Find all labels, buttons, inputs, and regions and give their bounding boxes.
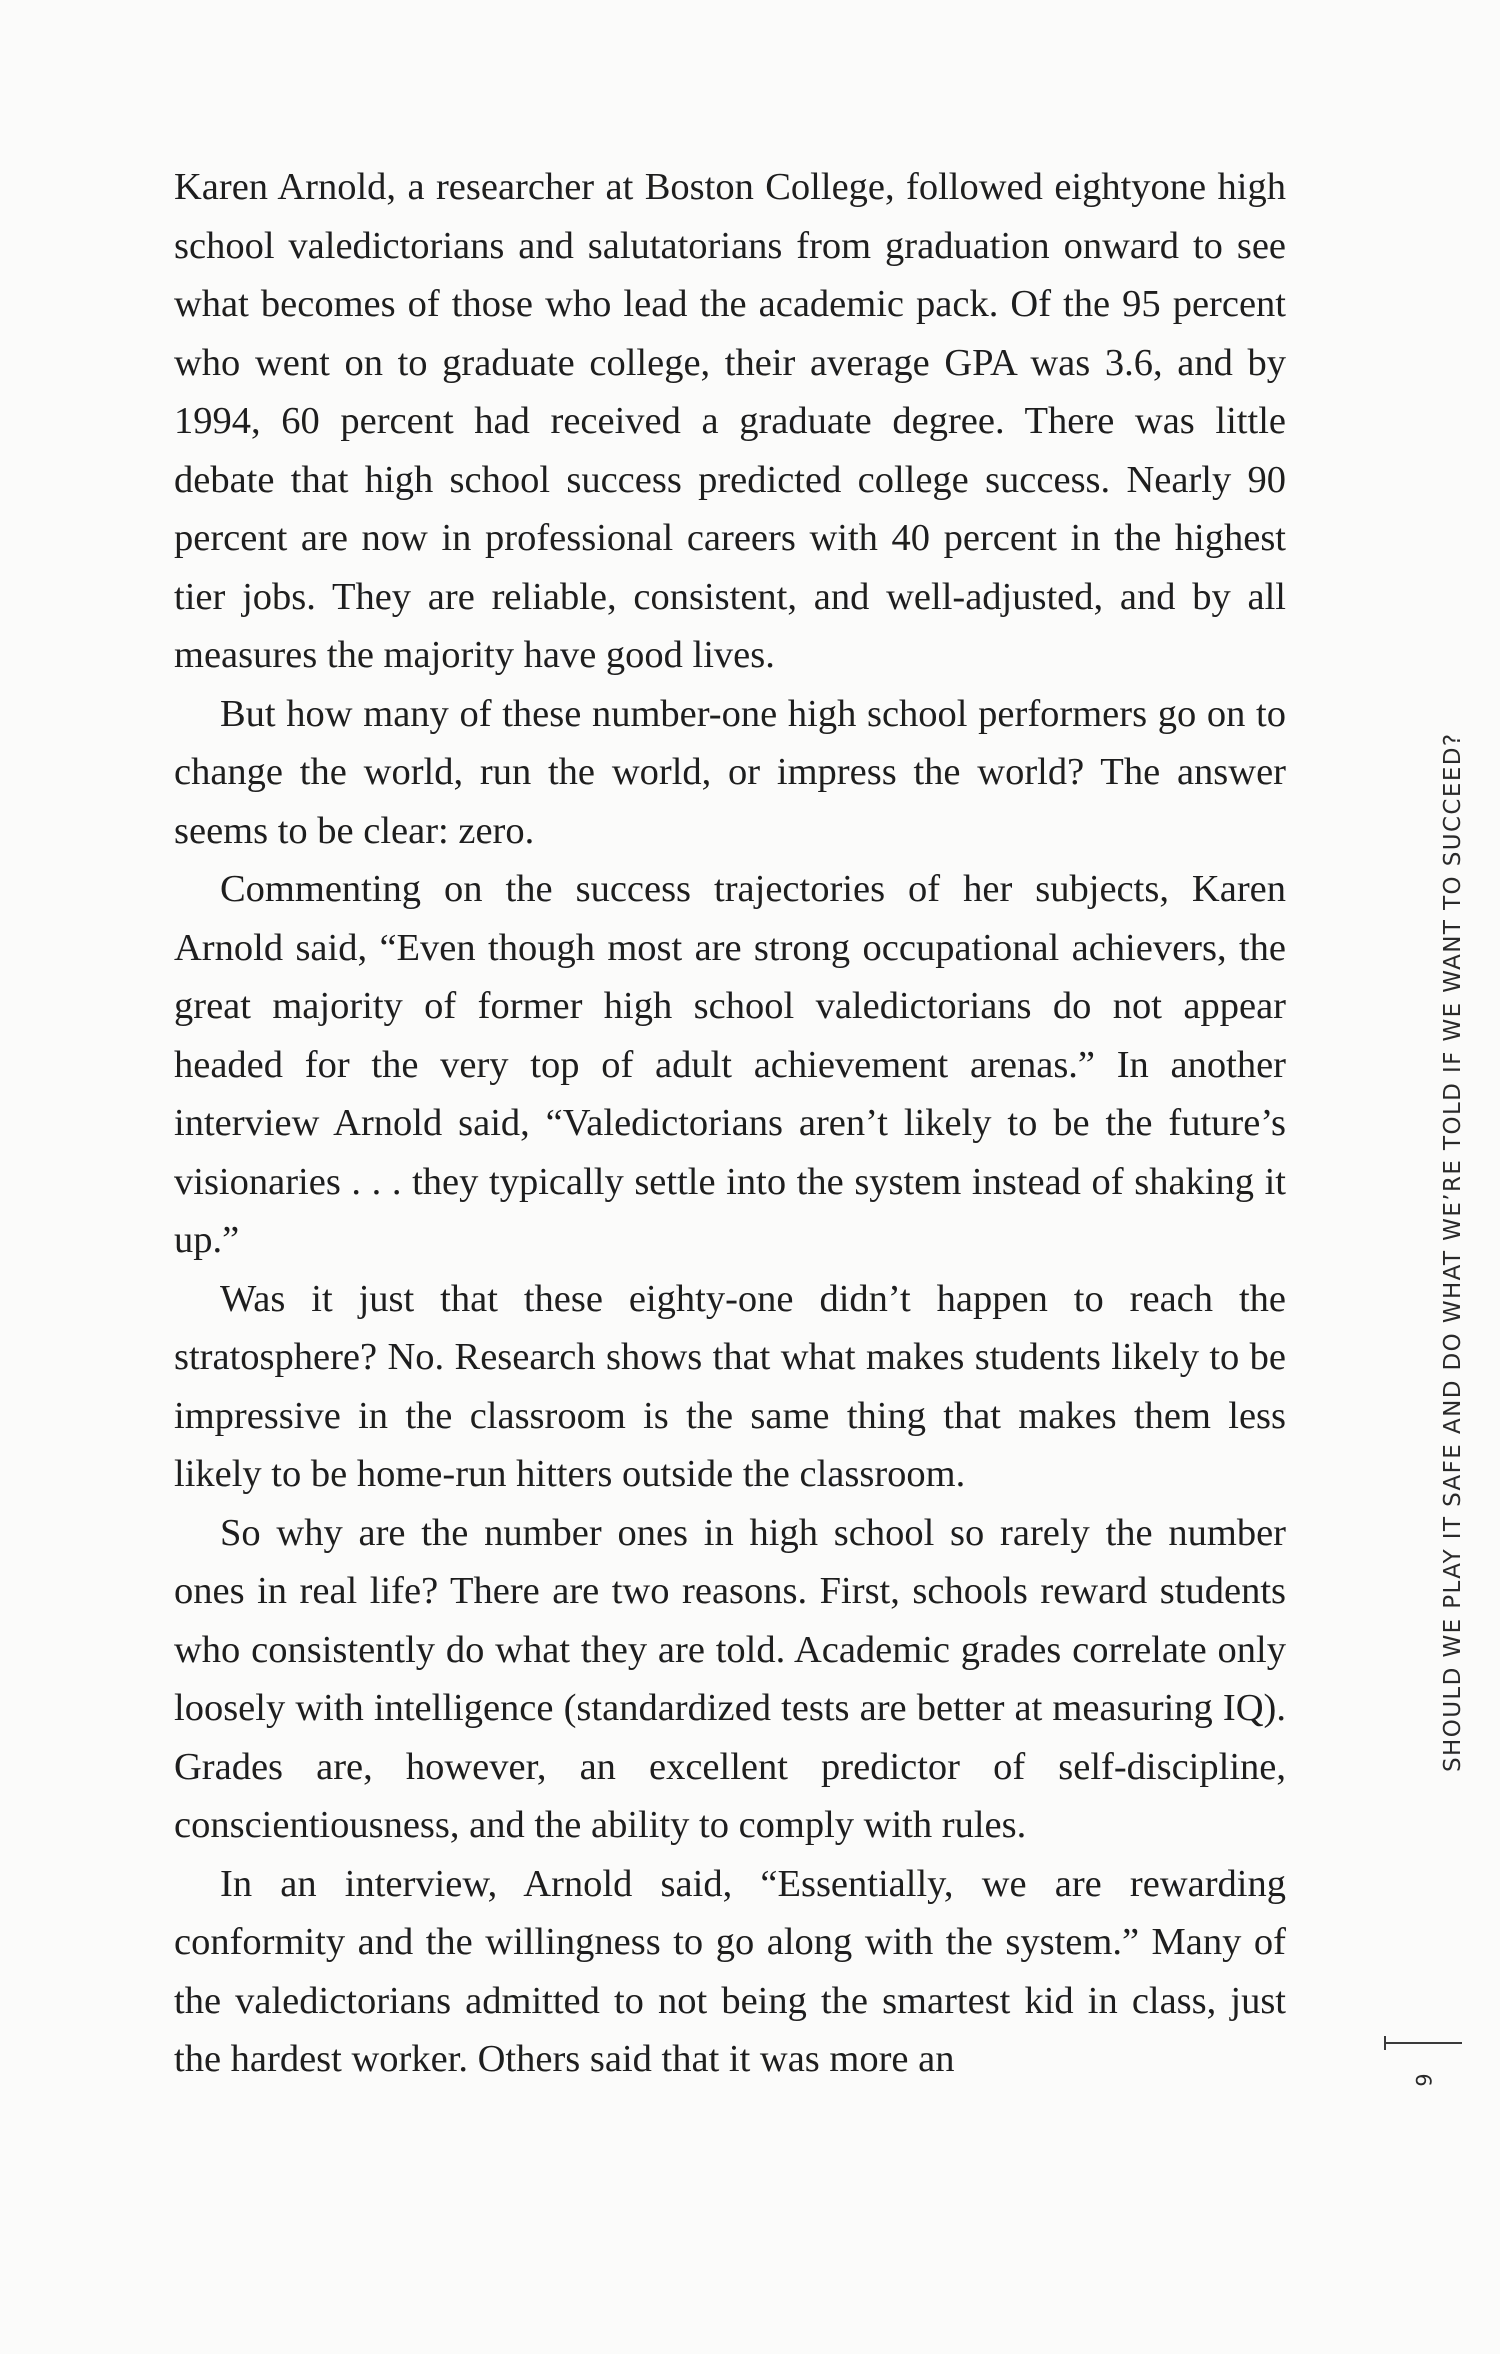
paragraph: Commenting on the success trajectories of her subjects, Karen Arnold said, “Even though most are strong occupational achievers, the great majority of former high school valedictorians do not appear headed for the very top of adult achievement arenas.” In another interview Arnold said, “Valedictorians aren’t likely to be the future’s visionaries . . . they typically settle into the system instead of shaking it up.”: [174, 868, 1286, 1261]
folio-tick: [1384, 2036, 1386, 2050]
body-text: [174, 158, 1286, 2089]
paragraph: Was it just that these eighty-one didn’t happen to reach the stratosphere? No. Research shows that what makes students likely to be impressive in the classroom is the same thing that makes them less likely to be home-run hitters outside the classroom.: [174, 1277, 1286, 1495]
paragraph: Karen Arnold, a researcher at Boston College, followed eightyone high school valedictorians and salutatorians from graduation onward to see what becomes of those who lead the academic pack. Of the 95 percent who went on to graduate college, their average GPA was 3.6, and by 1994, 60 percent had received a graduate degree. There was little debate that high school success predicted college success. Nearly 90 percent are now in professional careers with 40 percent in the highest tier jobs. They are reliable, consistent, and well-adjusted, and by all measures the majority have good lives.: [174, 166, 1286, 676]
page-number: 9: [1412, 2073, 1437, 2087]
running-head: SHOULD WE PLAY IT SAFE AND DO WHAT WE’RE TOLD IF WE WANT TO SUCCEED?: [1440, 732, 1466, 1772]
paragraph: So why are the number ones in high school so rarely the number ones in real life? There are two reasons. First, schools reward students who consistently do what they are told. Academic grades correlate only loosely with intelligence (standardized tests are better at measuring IQ). Grades are, however, an excellent predictor of self-discipline, conscientiousness, and the ability to comply with rules.: [174, 1511, 1286, 1846]
paragraph: But how many of these number-one high school performers go on to change the world, run the world, or impress the world? The answer seems to be clear: zero.: [174, 692, 1286, 852]
folio-rule: [1386, 2042, 1462, 2044]
paragraph: In an interview, Arnold said, “Essentially, we are rewarding conformity and the willingness to go along with the system.” Many of the valedictorians admitted to not being the smartest kid in class, just the hardest worker. Others said that it was more an: [174, 1862, 1286, 2080]
